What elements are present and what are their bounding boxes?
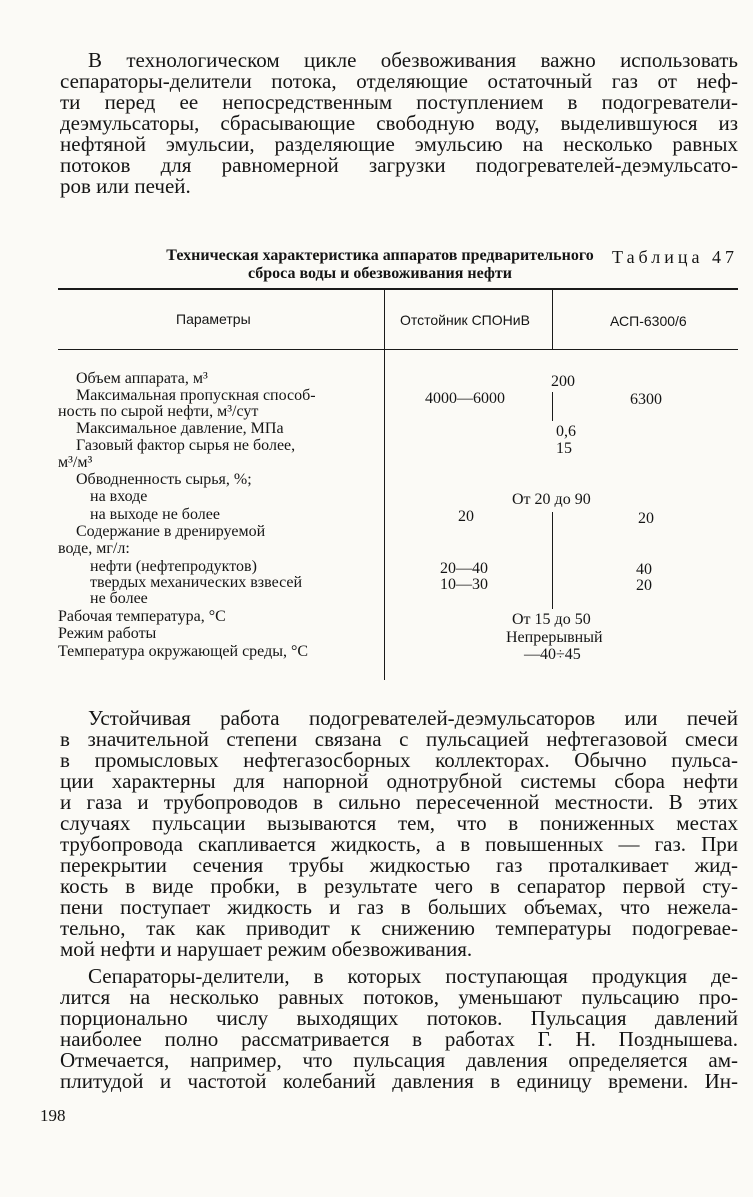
row-label-solids: твердых механических взвесей — [90, 574, 303, 591]
row-label-volume: Объем аппарата, м³ — [76, 370, 208, 387]
value-outlet-col1: 20 — [458, 508, 474, 525]
text-line: ти перед ее непосредственным поступлением в подогреватели- — [60, 90, 738, 114]
text-line: наиболее полно рассматривается в работах Г. Н. Позднышева. — [60, 1027, 738, 1051]
table-top-rule — [58, 288, 738, 290]
text-line: деэмульсаторы, сбрасывающие свободную воду, выделившуюся из — [60, 111, 738, 135]
text-line: ции характерны для напорной однотрубной системы сбора нефти — [60, 769, 738, 793]
value-temp-work: От 15 до 50 — [512, 611, 591, 628]
text-line: тельно, так как приводит к снижению температуры подогревае- — [60, 916, 738, 940]
merged-cell-divider — [552, 512, 553, 609]
value-inlet: От 20 до 90 — [512, 491, 591, 508]
text-line: трубопровода скапливается жидкость, а в повышенных — газ. При — [60, 832, 738, 856]
intro-paragraph — [60, 50, 738, 197]
row-label-gas-factor: м³/м³ — [58, 454, 93, 471]
text-line: и газа и трубопроводов в сильно пересеченной местности. В этих — [60, 790, 738, 814]
page-number: 198 — [40, 1106, 66, 1125]
text-line: кость в виде пробки, в результате чего в сепаратор первой сту- — [60, 874, 738, 898]
value-volume: 200 — [551, 373, 575, 390]
row-label-pressure: Максимальное давление, МПа — [76, 420, 284, 437]
row-label-outlet: на выходе не более — [90, 506, 220, 523]
value-outlet-col2: 20 — [638, 510, 654, 527]
value-gas-factor: 15 — [556, 440, 572, 457]
row-label-drain: воде, мг/л: — [58, 540, 130, 557]
table-number-label: Таблица 47 — [612, 247, 738, 267]
text-line: в промысловых нефтегазосборных коллекторах. Обычно пульса- — [60, 748, 738, 772]
text-line: перекрытии сечения трубы жидкостью газ проталкивает жид- — [60, 853, 738, 877]
text-line: ров или печей. — [60, 174, 191, 198]
text-line: В технологическом цикле обезвоживания важно использовать — [88, 48, 738, 72]
merged-cell-divider — [552, 392, 553, 421]
row-label-oil: нефти (нефтепродуктов) — [90, 558, 257, 575]
header-col1: Отстойник СПОНиВ — [400, 312, 530, 328]
text-line: потоков для равномерной загрузки подогревателей-деэмульсато- — [60, 153, 738, 177]
value-throughput-col2: 6300 — [630, 391, 662, 408]
value-solids-col2: 20 — [636, 577, 652, 594]
text-line: Устойчивая работа подогревателей-деэмульсаторов или печей — [88, 706, 738, 730]
text-line: мой нефти и нарушает режим обезвоживания. — [60, 937, 473, 961]
value-oil-col1: 20—40 — [440, 560, 488, 577]
value-solids-col1: 10—30 — [440, 576, 488, 593]
row-label-temp-work: Рабочая температура, °С — [58, 608, 226, 625]
value-temp-ambient: —40÷45 — [524, 646, 581, 663]
row-label-mode: Режим работы — [58, 625, 157, 642]
row-label-temp-ambient: Температура окружающей среды, °С — [58, 643, 309, 660]
row-label-throughput: ность по сырой нефти, м³/сут — [58, 403, 259, 420]
body-paragraph — [60, 966, 738, 1092]
value-throughput-col1: 4000—6000 — [425, 390, 505, 407]
table-caption — [60, 247, 700, 283]
header-col2: АСП-6300/6 — [610, 313, 687, 329]
value-pressure: 0,6 — [556, 423, 576, 440]
table-caption-line: Техническая характеристика аппаратов предварительного — [166, 247, 594, 264]
text-line: нефтяной эмульсии, разделяющие эмульсию на несколько равных — [60, 132, 738, 156]
text-line: пени поступает жидкость и газ в больших объемах, что нежела- — [60, 895, 738, 919]
table-caption-line: сброса воды и обезвоживания нефти — [247, 265, 513, 282]
value-mode: Непрерывный — [506, 629, 603, 646]
text-line: сепараторы-делители потока, отделяющие остаточный газ от неф- — [60, 69, 738, 93]
row-label-solids: не более — [90, 590, 148, 607]
text-line: случаях пульсации вызываются тем, что в пониженных местах — [60, 811, 738, 835]
text-line: порционально числу выходящих потоков. Пульсация давлений — [60, 1006, 738, 1030]
text-line: лится на несколько равных потоков, уменьшают пульсацию про- — [60, 985, 738, 1009]
value-oil-col2: 40 — [636, 561, 652, 578]
row-label-gas-factor: Газовый фактор сырья не более, — [76, 437, 296, 454]
text-line: в значительной степени связана с пульсацией нефтегазовой смеси — [60, 727, 738, 751]
row-label-throughput: Максимальная пропускная способ- — [76, 387, 316, 404]
row-label-drain: Содержание в дренируемой — [76, 523, 266, 540]
header-params: Параметры — [176, 311, 251, 327]
row-label-inlet: на входе — [90, 488, 148, 505]
column-divider — [384, 290, 385, 680]
text-line: Сепараторы-делители, в которых поступающая продукция де- — [88, 964, 738, 988]
text-line: плитудой и частотой колебаний давления в единицу времени. Ин- — [60, 1069, 738, 1093]
body-paragraph — [60, 708, 738, 960]
text-line: Отмечается, например, что пульсация давления определяется ам- — [60, 1048, 738, 1072]
row-label-water-cut: Обводненность сырья, %; — [76, 471, 252, 488]
table-header-rule — [58, 349, 738, 350]
column-divider — [552, 290, 553, 350]
